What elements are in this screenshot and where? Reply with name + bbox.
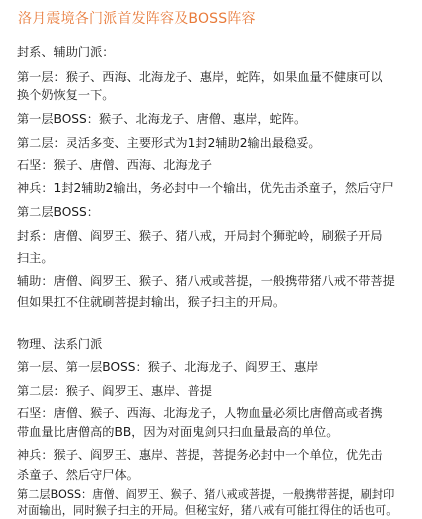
text-line: 第二层BOSS：: [17, 205, 99, 219]
text-line: 对面输出，同时猴子扫主的开局。但秘宝好，猪八戒有可能扛得住的话也可。: [17, 504, 398, 517]
text-line: 第二层BOSS：唐僧、阎罗王、猴子、猪八戒或菩提，一般携带菩提，刷封印: [17, 488, 395, 501]
text-line: 第一层：猴子、西海、北海龙子、惠岸，蛇阵，如果血量不健康可以: [17, 70, 383, 84]
text-line: 第一层BOSS：猴子、北海龙子、唐僧、惠岸，蛇阵。: [17, 112, 307, 126]
text-line: 扫主。: [17, 251, 54, 265]
text-line: 辅助：唐僧、阎罗王、猴子、猪八戒或菩提，一般携带猪八戒不带菩提: [17, 274, 395, 288]
text-line: 第一层、第一层BOSS：猴子、北海龙子、阎罗王、惠岸: [17, 360, 319, 374]
text-line: 换个奶恢复一下。: [17, 88, 115, 102]
text-line: 第二层：灵活多变、主要形式为1封2辅助2输出最稳妥。: [17, 136, 321, 150]
text-line: 神兵：猴子、阎罗王、惠岸、菩提，菩提务必封中一个单位，优先击: [17, 448, 383, 462]
section-heading-seal-support: 封系、辅助门派：: [17, 45, 115, 59]
text-line: 神兵：1封2辅助2输出，务必封中一个输出，优先击杀童子，然后守尸: [17, 181, 394, 195]
text-line: 带血量比唐僧高的BB，因为对面鬼剑只扫血量最高的单位。: [17, 425, 339, 439]
text-line: 封系：唐僧、阎罗王、猴子、猪八戒，开局封个狮驼岭，刷猴子开局: [17, 229, 383, 243]
text-line: 但如果扛不住就刷菩提封输出，猴子扫主的开局。: [17, 295, 286, 309]
section-heading-physical-magic: 物理、法系门派: [17, 337, 103, 351]
text-line: 杀童子、然后守尸体。: [17, 468, 139, 482]
page-title: 洛月震境各门派首发阵容及BOSS阵容: [18, 11, 256, 27]
text-line: 第二层：猴子、阎罗王、惠岸、普提: [17, 384, 212, 398]
text-line: 石坚：唐僧、猴子、西海、北海龙子，人物血量必须比唐僧高或者携: [17, 406, 383, 420]
text-line: 石坚：猴子、唐僧、西海、北海龙子: [17, 158, 212, 172]
